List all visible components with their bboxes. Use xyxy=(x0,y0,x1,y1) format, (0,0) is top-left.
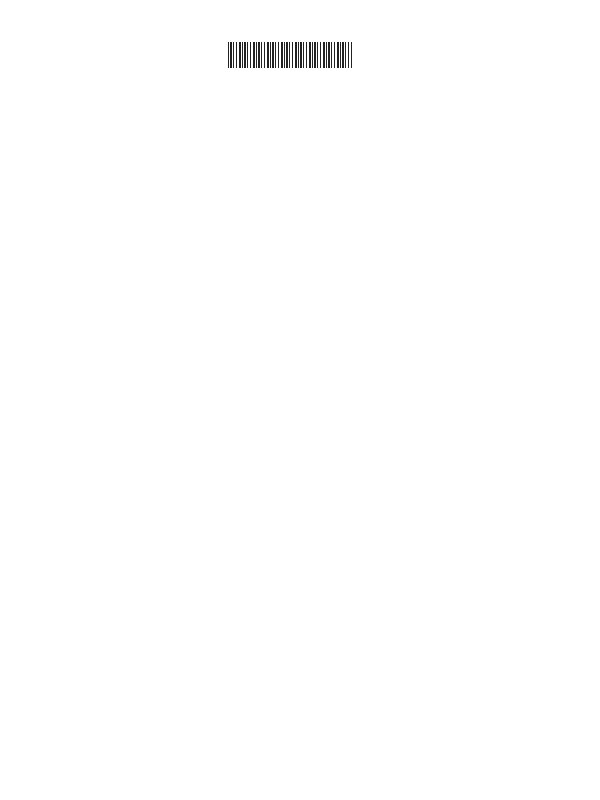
barcode xyxy=(228,42,352,68)
